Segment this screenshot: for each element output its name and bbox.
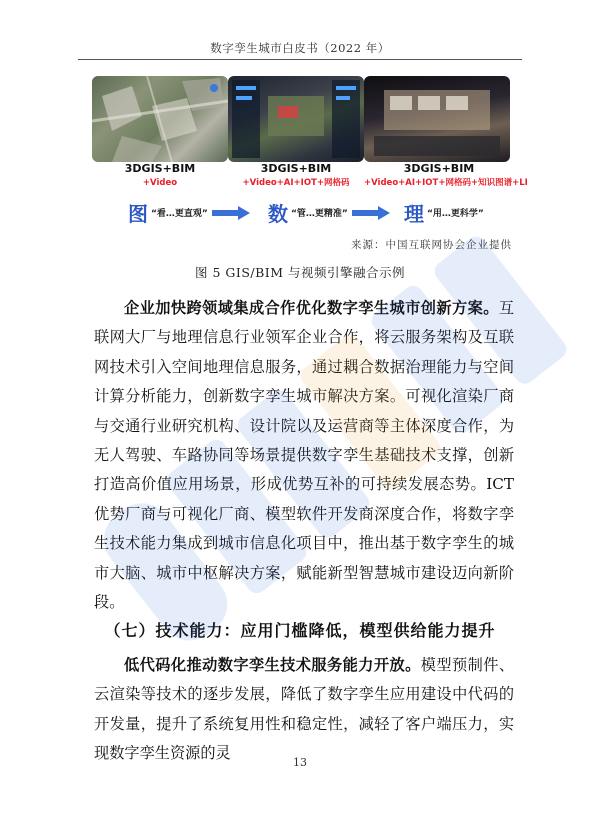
header-rule bbox=[78, 59, 522, 60]
running-header: 数字孪生城市白皮书（2022 年） bbox=[210, 41, 390, 55]
stage-1 bbox=[128, 200, 208, 224]
arrow-right-icon bbox=[352, 206, 390, 220]
stage-3-char: 理 bbox=[404, 201, 424, 226]
stage-1-char: 图 bbox=[128, 201, 148, 226]
paragraph-2-lead: 低代码化推动数字孪生技术服务能力开放。 bbox=[124, 656, 421, 674]
stage-2-tagline: “管…更精准” bbox=[291, 208, 348, 219]
figure-source: 来源：中国互联网协会企业提供 bbox=[351, 239, 512, 251]
body-paragraph-2 bbox=[94, 651, 514, 769]
figure-panel-3dgis-city bbox=[92, 76, 228, 162]
panel-2-subtitle: +Video+AI+IOT+网格码 bbox=[242, 178, 350, 188]
panel-2-label bbox=[228, 162, 364, 196]
body-paragraph-1 bbox=[94, 294, 514, 617]
stage-3-tagline: “用…更科学” bbox=[427, 208, 484, 219]
aerial-city-image bbox=[92, 76, 228, 162]
panel-3-title: 3DGIS+BIM bbox=[403, 162, 475, 175]
arrow-right-icon bbox=[212, 206, 250, 220]
paragraph-1-text: 互联网大厂与地理信息行业领军企业合作，将云服务架构及互联网技术引入空间地理信息服务，通过耦合数据治理能力与空间计算分析能力，创新数字孪生城市解决方案。可视化渲染厂商与交通行业研究机构、设计院以及运营商等主体深度合作，为无人驾驶、车路协同等场景提供数字孪生基础技术支撑，创新打造高价值应用场景，形成优势互补的可持续发展态势。ICT 优势厂商与可视化厂商、模型软件开发商深度合作，将数字孪生技术能力集成到城市信息化项目中，推出基于数字孪生的城市大脑、城市中枢解决方案，赋能新型智慧城市建设迈向新阶段。 bbox=[94, 299, 514, 612]
stage-3 bbox=[404, 200, 484, 224]
panel-1-subtitle: +Video bbox=[142, 178, 178, 188]
figure-panel-3dgis-ai bbox=[228, 76, 364, 162]
stage-2 bbox=[268, 200, 348, 224]
panel-1-title: 3DGIS+BIM bbox=[124, 162, 196, 175]
paragraph-1-lead: 企业加快跨领域集成合作优化数字孪生城市创新方案。 bbox=[124, 299, 499, 317]
panel-1-label bbox=[92, 162, 228, 196]
panel-3-subtitle: +Video+AI+IOT+网格码+知识图谱+LI bbox=[364, 178, 528, 188]
figure-caption: 图 5 GIS/BIM 与视频引擎融合示例 bbox=[195, 265, 405, 280]
panel-2-title: 3DGIS+BIM bbox=[260, 162, 332, 175]
figure-panel-3dgis-knowledge bbox=[364, 76, 510, 162]
stage-1-tagline: “看…更直观” bbox=[151, 208, 208, 219]
control-room-image bbox=[364, 76, 510, 162]
panel-3-label bbox=[364, 162, 528, 196]
section-heading: （七）技术能力：应用门槛降低，模型供给能力提升 bbox=[104, 621, 496, 640]
stage-2-char: 数 bbox=[268, 201, 288, 226]
page-number: 13 bbox=[293, 756, 307, 769]
dashboard-image bbox=[228, 76, 364, 162]
paragraph-2-text: 模型预制件、云渲染等技术的逐步发展，降低了数字孪生应用建设中代码的开发量，提升了系统复用性和稳定性，减轻了客户端压力，实现数字孪生资源的灵 bbox=[94, 656, 515, 763]
